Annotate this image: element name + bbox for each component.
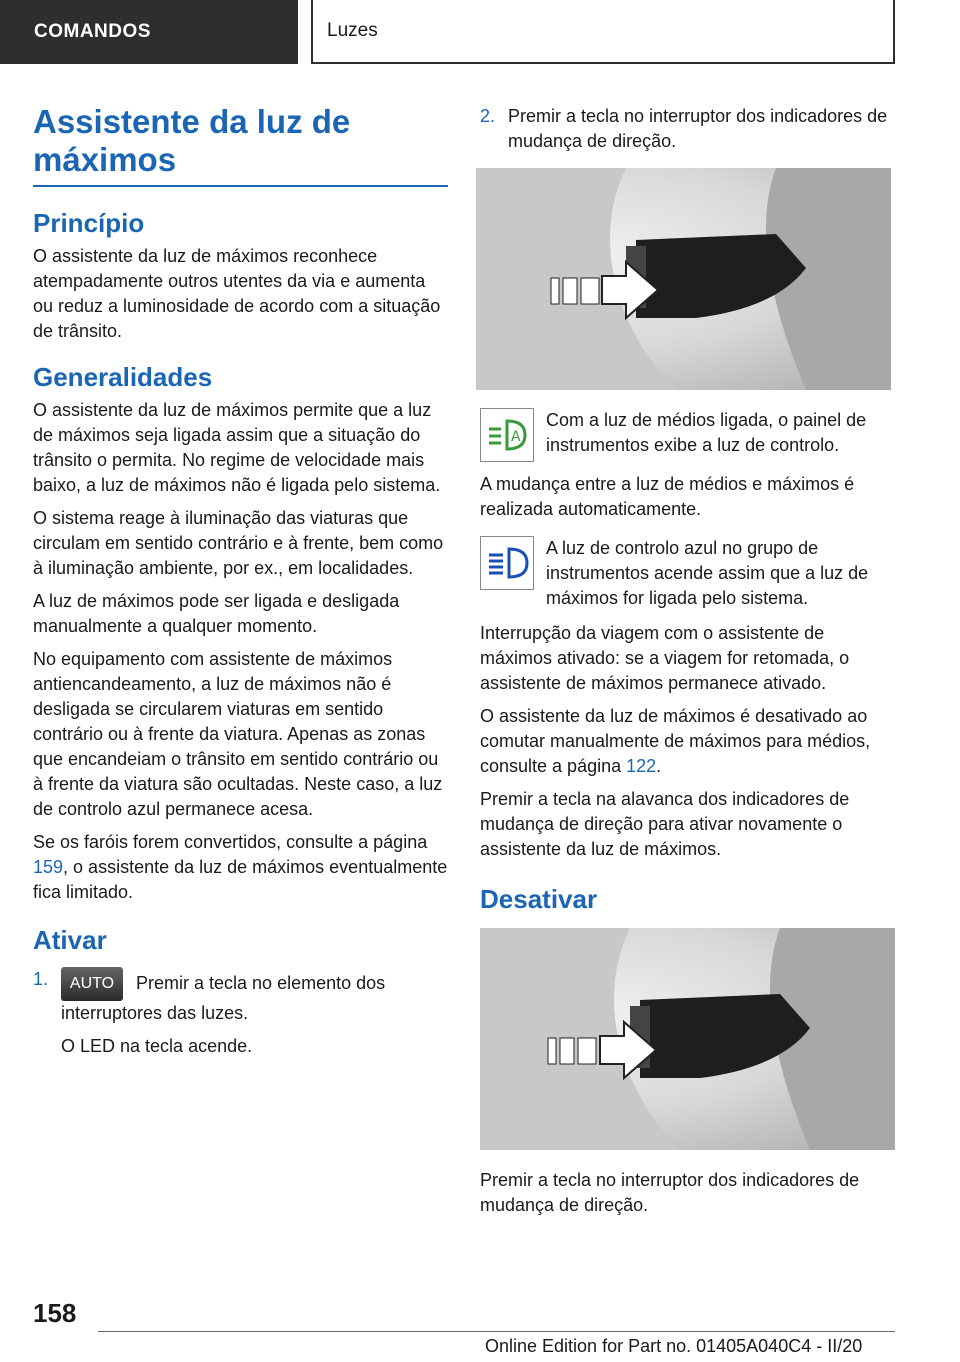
general-heading: Generalidades <box>33 362 213 392</box>
page-title: Assistente da luz de máximos <box>33 103 448 187</box>
icon2-text: A luz de controlo azul no grupo de instrumentos acende assim que a luz de máximos for ligada pelo sistema. <box>546 538 869 608</box>
auto-switch-text: A mudança entre a luz de médios e máximos é realizada automaticamente. <box>480 474 855 519</box>
low-beam-indicator-row <box>480 408 895 462</box>
lever-illustration-2 <box>480 928 895 1150</box>
auto-button-icon: AUTO <box>61 967 123 1001</box>
activate-step-1 <box>33 967 448 1059</box>
step1-sub: O LED na tecla acende. <box>61 1036 253 1056</box>
step1-text: Premir a tecla no elemento dos interruptores das luzes. <box>61 972 386 1023</box>
turn-signal-lever-image-2 <box>480 928 895 1150</box>
general-paragraph-1: O assistente da luz de máximos permite que a luz de máximos seja ligada assim que a situação do trânsito o permita. No regime de velocidade mais baixo, a luz de máximos não é ligada pelo sistema. <box>33 400 441 495</box>
high-beam-assistant-green-icon <box>480 408 534 462</box>
section-label: COMANDOS <box>34 21 151 42</box>
step2-text: Premir a tecla no interruptor dos indicadores de mudança de direção. <box>508 106 888 151</box>
svg-text:A: A <box>511 429 521 445</box>
general-paragraph-4: No equipamento com assistente de máximos antiencandeamento, a luz de máximos não é desligada se circularem viaturas em sentido contrário ou à frente da viatura. Apenas as zonas que encandeiam o trânsito em sentido contrário ou à frente da viatura são ocultadas. Neste caso, a luz de controlo azul permanece acesa. <box>33 649 443 819</box>
deactivate-heading: Desativar <box>480 884 598 914</box>
activate-heading: Ativar <box>33 925 107 955</box>
principle-heading: Princípio <box>33 208 145 238</box>
page-link-159[interactable]: 159 <box>33 857 64 877</box>
right-column <box>480 104 895 1226</box>
chapter-label: Luzes <box>327 20 378 41</box>
chapter-tab <box>311 0 895 64</box>
step-number: 1. <box>33 969 49 989</box>
general-paragraph-3: A luz de máximos pode ser ligada e desligada manualmente a qualquer momento. <box>33 591 400 636</box>
high-beam-indicator-row <box>480 536 895 611</box>
deactivate-manual-text: O assistente da luz de máximos é desativado ao comutar manualmente de máximos para médios, consulte a página 122. <box>480 706 871 776</box>
turn-signal-lever-image <box>476 168 891 390</box>
edition-note: Online Edition for Part no. 01405A040C4 - II/20 <box>485 1336 863 1356</box>
deactivate-text: Premir a tecla no interruptor dos indicadores de mudança de direção. <box>480 1170 860 1215</box>
high-beam-blue-icon <box>480 536 534 590</box>
general-paragraph-2: O sistema reage à iluminação das viaturas que circulam em sentido contrário e à frente, bem como à iluminação ambiente, por ex., em localidades. <box>33 508 444 578</box>
lever-illustration <box>476 168 891 390</box>
left-column <box>33 208 448 1067</box>
interrupt-text: Interrupção da viagem com o assistente de máximos ativado: se a viagem for retomada, o assistente de máximos permanece ativado. <box>480 623 850 693</box>
activate-step-2 <box>480 104 895 154</box>
page-number: 158 <box>33 1298 77 1328</box>
page-link-122[interactable]: 122 <box>626 756 657 776</box>
principle-text: O assistente da luz de máximos reconhece atempadamente outros utentes da via e aumenta ou reduz a luminosidade de acordo com a situação de trânsito. <box>33 246 441 341</box>
footer-divider <box>98 1331 895 1332</box>
icon1-text: Com a luz de médios ligada, o painel de instrumentos exibe a luz de controlo. <box>546 410 867 455</box>
step-number: 2. <box>480 106 496 126</box>
general-paragraph-5: Se os faróis forem convertidos, consulte a página 159, o assistente da luz de máximos eventualmente fica limitado. <box>33 832 448 902</box>
section-tab <box>0 0 298 64</box>
reactivate-text: Premir a tecla na alavanca dos indicadores de mudança de direção para ativar novamente o assistente da luz de máximos. <box>480 789 850 859</box>
